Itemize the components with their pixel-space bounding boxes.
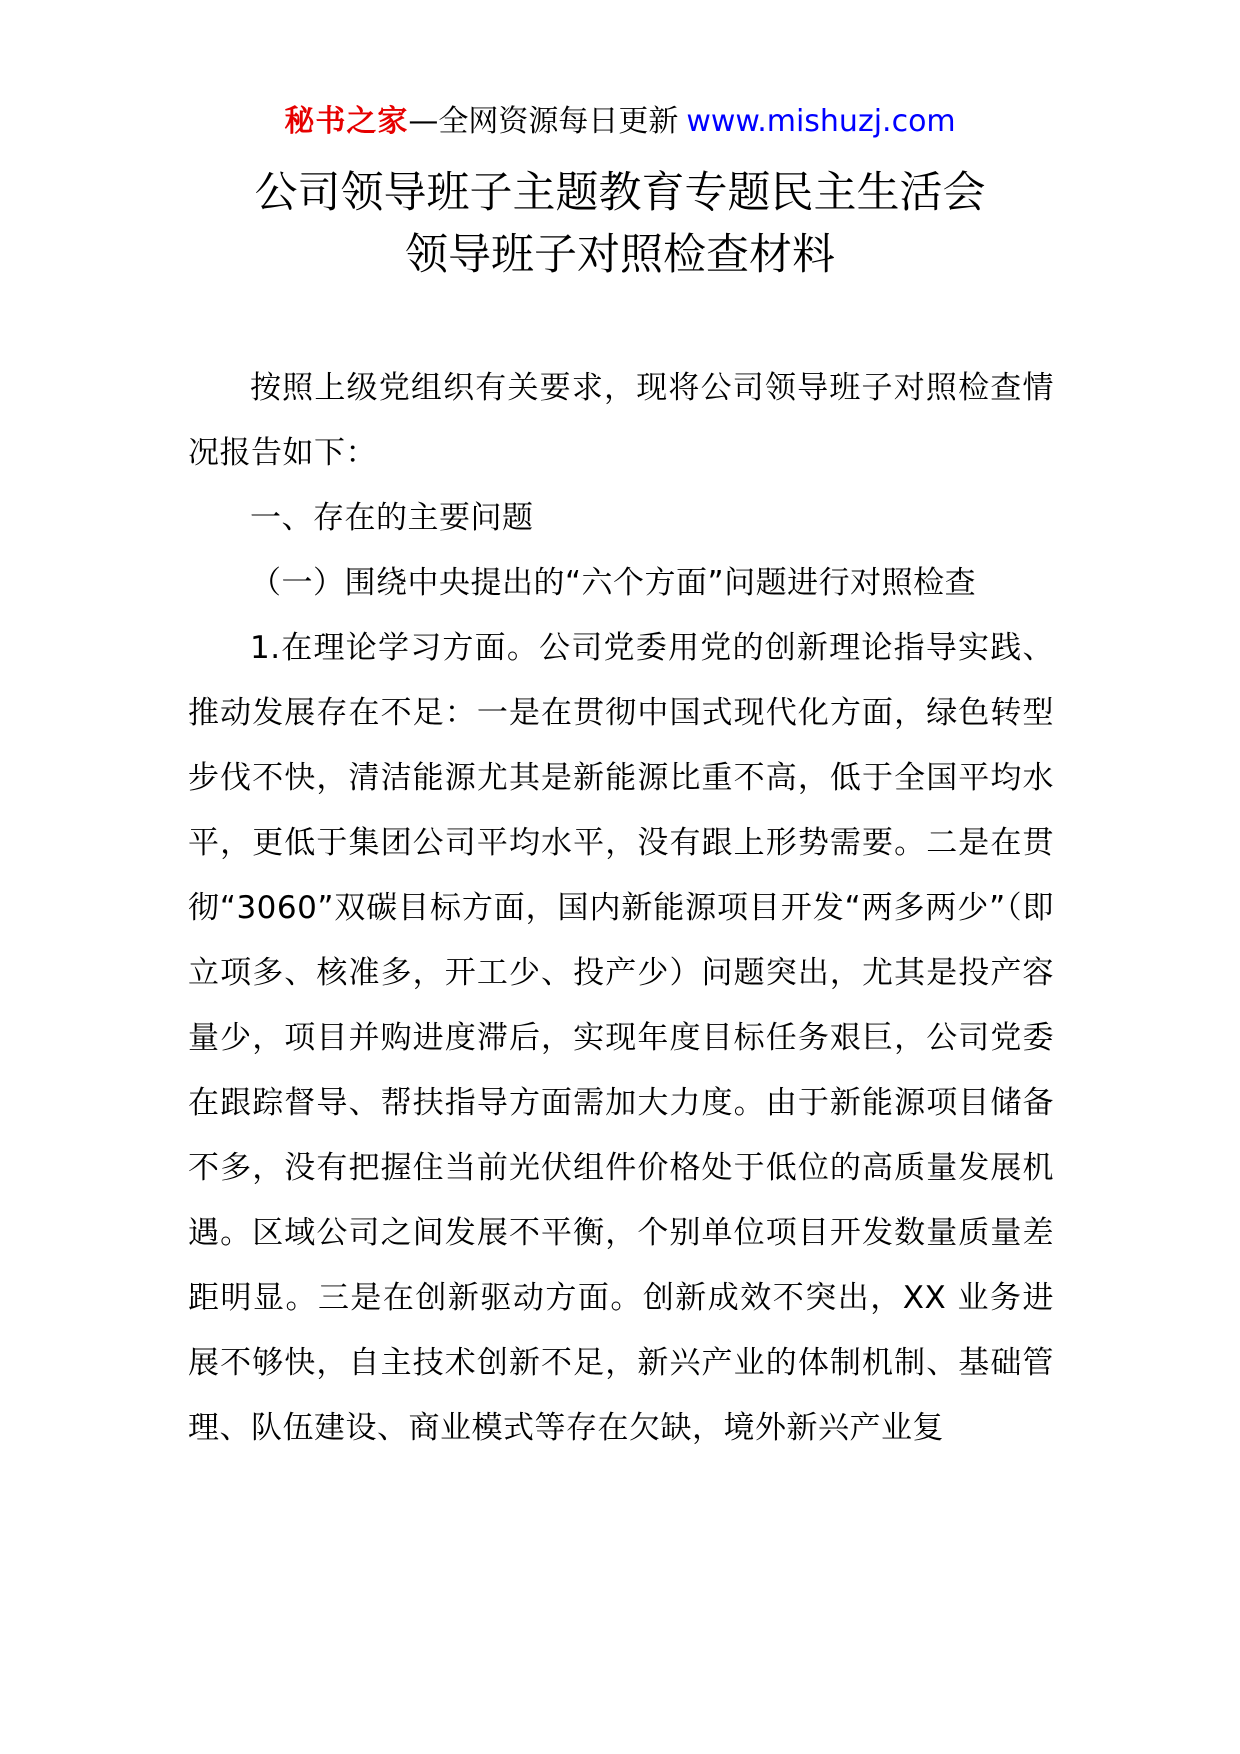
site-header: [0, 100, 1240, 144]
document-body: [188, 356, 1054, 1461]
subsection-heading: （一）围绕中央提出的“六个方面”问题进行对照检查: [250, 565, 977, 601]
header-tagline: —全网资源每日更新: [408, 104, 679, 139]
title-line-1: 公司领导班子主题教育专题民主生活会: [254, 168, 986, 218]
body-paragraph: 1.在理论学习方面。公司党委用党的创新理论指导实践、推动发展存在不足：一是在贯彻中国式现代化方面，绿色转型步伐不快，清洁能源尤其是新能源比重不高，低于全国平均水平，更低于集团公司平均水平，没有跟上形势需要。二是在贯彻“3060”双碳目标方面，国内新能源项目开发“两多两少”（即立项多、核准多，开工少、投产少）问题突出，尤其是投产容量少，项目并购进度滞后，实现年度目标任务艰巨，公司党委在跟踪督导、帮扶指导方面需加大力度。由于新能源项目储备不多，没有把握住当前光伏组件价格处于低位的高质量发展机遇。区域公司之间发展不平衡，个别单位项目开发数量质量差距明显。三是在创新驱动方面。创新成效不突出，XX 业务进展不够快，自主技术创新不足，新兴产业的体制机制、基础管理、队伍建设、商业模式等存在欠缺，境外新兴产业复: [188, 630, 1054, 1446]
title-line-2: 领导班子对照检查材料: [405, 230, 835, 280]
document-title: [0, 162, 1240, 286]
section-heading: 一、存在的主要问题: [250, 500, 534, 536]
site-url-link[interactable]: www.mishuzj.com: [686, 104, 956, 139]
intro-paragraph: 按照上级党组织有关要求，现将公司领导班子对照检查情况报告如下：: [188, 370, 1054, 471]
brand-name: 秘书之家: [284, 104, 409, 139]
